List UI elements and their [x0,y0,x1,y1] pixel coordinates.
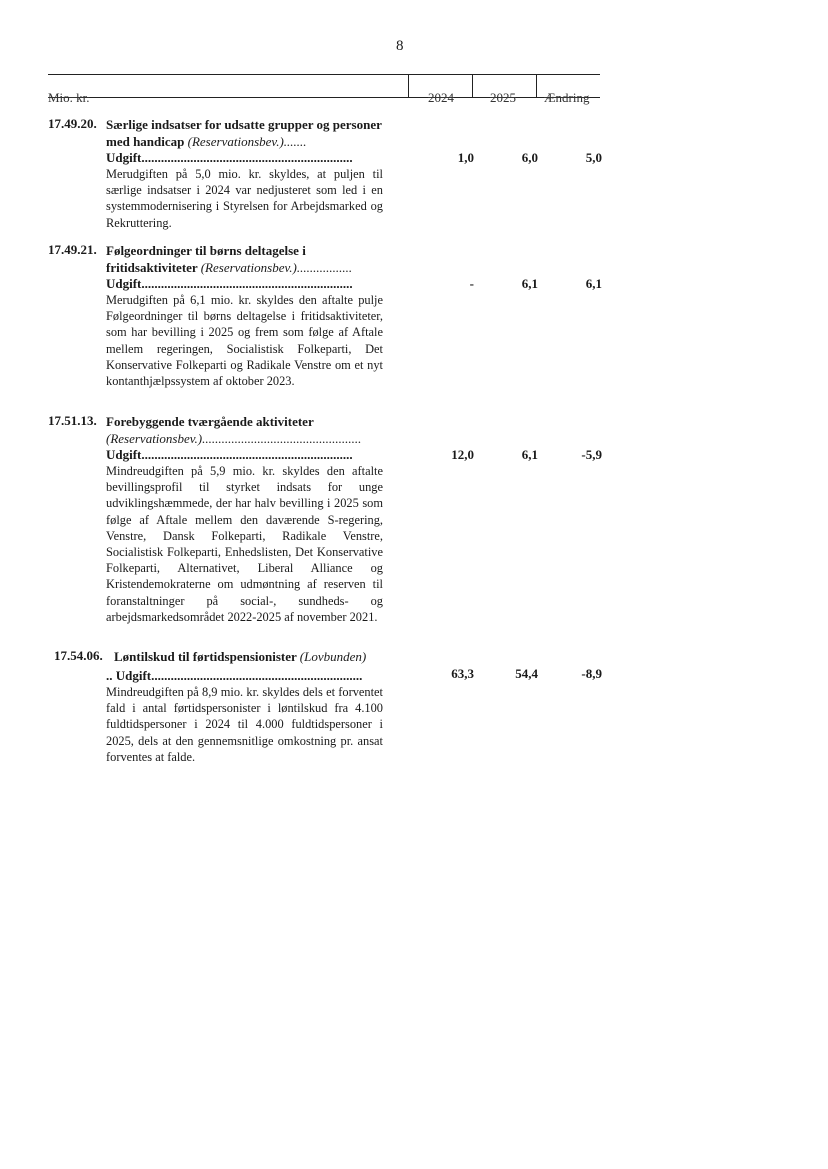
entry-title [114,648,404,665]
header-top-rule [48,74,600,75]
entry-title [106,413,386,447]
account-code: 17.49.20. [48,116,97,131]
entry-title-text: Løntilskud til førtidspensionister [114,649,297,664]
appropriation-type: (Reservationsbev.)................. [200,260,353,275]
value-change: -8,9 [581,666,602,681]
value-2025: 6,1 [521,276,538,291]
unit-label: Mio. kr. [48,90,90,105]
explanation-text: Mindreudgiften på 8,9 mio. kr. skyldes dels et forventet fald i antal førtidspersonister i løntilskud fra 4.100 fuldtidspersoner i 2024 til 4.000 fuldtidspersoner i 2025, dels at den gennemsnitlige omkostning pr. ansat forventes at falde. [106,685,383,764]
entry-title-text: Følgeordninger til børns deltagelse i fritidsaktiviteter [106,243,306,275]
column-header-2025: 2025 [490,90,516,105]
appropriation-type: (Reservationsbev.)................................................. [106,431,362,446]
value-change: 5,0 [585,150,602,165]
explanation-text: Mindreudgiften på 5,9 mio. kr. skyldes den aftalte bevillingsprofil til styrket indsats for unge udviklingshæmmede, der har halv bevilling i 2025 som følge af Aftale mellem den daværende S-regering, Venstre, Dansk Folkeparti, Radikale Venstre, Socialistisk Folkeparti, Enhedslisten, Det Konservative Folkeparti, Alternativet, Liberal Alliance og Kristendemokraterne om udmøntning af reserven til foranstaltninger på social-, sundheds- og arbejdsmarkedsområdet 2022-2025 af november 2021. [106,464,383,624]
page-number: 8 [396,38,404,54]
value-change: 6,1 [585,276,602,291]
value-2024: 1,0 [457,150,474,165]
value-2024: 63,3 [451,666,474,681]
account-code: 17.54.06. [54,648,103,663]
expense-label: .. Udgift................................................................. [106,668,363,683]
value-2024: 12,0 [451,447,474,462]
account-code: 17.51.13. [48,413,97,428]
entry-title [106,242,386,276]
appropriation-type: (Reservationsbev.)....... [187,134,307,149]
column-header-change: Ændring [544,90,590,105]
expense-label: Udgift................................................................. [106,276,353,291]
expense-label: Udgift................................................................. [106,150,353,165]
header-divider [408,74,409,98]
explanation-text: Merudgiften på 5,0 mio. kr. skyldes, at puljen til særlige indsatser i 2024 var nedjusteret som led i en systemmodernisering i Styrelsen for Arbejdsmarked og Rekruttering. [106,167,383,230]
entry-title [106,116,386,150]
appropriation-type: (Lovbunden) [299,649,367,664]
column-header-2024: 2024 [428,90,454,105]
account-code: 17.49.21. [48,242,97,257]
value-2025: 6,0 [521,150,538,165]
header-bottom-rule [48,97,600,98]
entry-title-text: Forebyggende tværgående aktiviteter [106,414,314,429]
value-change: -5,9 [581,447,602,462]
value-2024: - [469,276,474,291]
expense-label: Udgift................................................................. [106,447,353,462]
explanation-text: Merudgiften på 6,1 mio. kr. skyldes den aftalte pulje Følgeordninger til børns deltagelse i fritidsaktiviteter, som har bevilling i 2025 og frem som følge af Aftale mellem regeringen, Socialistisk Folkeparti, Det Konservative Folkeparti og Radikale Venstre om et nyt kontanthjælpssystem af oktober 2023. [106,293,383,389]
value-2025: 54,4 [515,666,538,681]
value-2025: 6,1 [521,447,538,462]
header-divider [536,74,537,98]
header-divider [472,74,473,98]
entry-title-text: Særlige indsatser for udsatte grupper og personer med handicap [106,117,382,149]
